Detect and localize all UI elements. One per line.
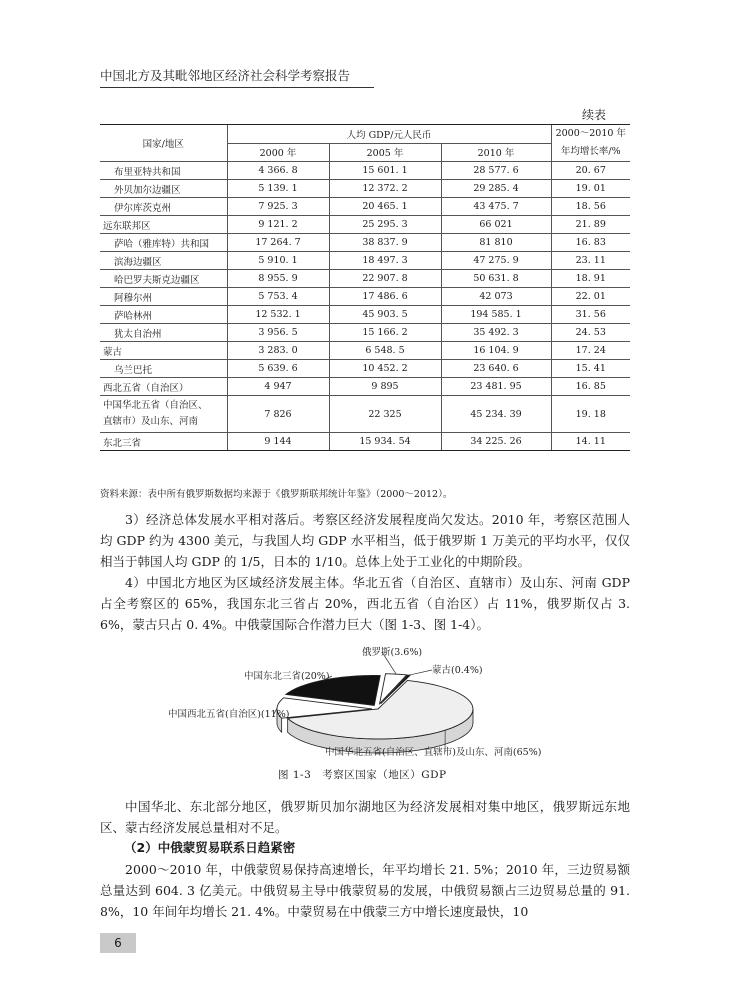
header-growth: [551, 125, 630, 162]
region-name-cell: 外贝加尔边疆区: [100, 180, 227, 198]
value-cell-v2010: 47 275. 9: [441, 252, 551, 270]
paragraph-2: 4）中国北方地区为区域经济发展主体。华北五省（自治区、直辖市）及山东、河南 GDP 占全考察区的 65%，我国东北三省占 20%，西北五省（自治区）占 11%，俄罗斯仅占 3. 6%，蒙古只占 0. 4%。中俄蒙国际合作潜力巨大（图 1-3、图 1-4）。: [100, 575, 630, 632]
value-cell-growth: 17. 24: [551, 342, 630, 360]
pie-slice-label: 蒙古(0.4%): [432, 665, 483, 676]
section-subheading: （2）中俄蒙贸易联系日趋紧密: [124, 840, 296, 855]
pie-slice-label: 中国东北三省(20%): [244, 671, 330, 682]
region-name-cell: 滨海边疆区: [100, 252, 227, 270]
value-cell-v2005: 15 601. 1: [329, 162, 441, 180]
table-source-note: 资料来源：表中所有俄罗斯数据均来源于《俄罗斯联邦统计年鉴》（2000～2012）。: [100, 489, 453, 500]
value-cell-v2000: 17 264. 7: [227, 234, 329, 252]
pie-slice-label: 俄罗斯(3.6%): [362, 647, 423, 658]
region-name-cell: [100, 396, 227, 433]
table-row: [100, 396, 630, 433]
value-cell-v2005: 6 548. 5: [329, 342, 441, 360]
region-name-cell: 乌兰巴托: [100, 360, 227, 378]
table-row: [100, 216, 630, 234]
header-growth-line2: 年均增长率/%: [560, 146, 621, 157]
value-cell-v2005: 15 934. 54: [329, 433, 441, 451]
value-cell-v2005: 20 465. 1: [329, 198, 441, 216]
value-cell-growth: 18. 91: [551, 270, 630, 288]
region-name-cell: 蒙古: [100, 342, 227, 360]
value-cell-v2010: 34 225. 26: [441, 433, 551, 451]
table-row: [100, 180, 630, 198]
region-name-cell: 远东联邦区: [100, 216, 227, 234]
value-cell-growth: 20. 67: [551, 162, 630, 180]
value-cell-growth: 23. 11: [551, 252, 630, 270]
gdp-pie-chart: [160, 643, 580, 768]
value-cell-v2010: 23 481. 95: [441, 378, 551, 396]
value-cell-v2005: 22 325: [329, 396, 441, 433]
table-row: [100, 270, 630, 288]
value-cell-growth: 16. 85: [551, 378, 630, 396]
value-cell-growth: 24. 53: [551, 324, 630, 342]
table-row: [100, 378, 630, 396]
region-name-cell: 犹太自治州: [100, 324, 227, 342]
region-name-cell: 阿穆尔州: [100, 288, 227, 306]
pie-leader-line: [409, 670, 432, 675]
table-row: [100, 288, 630, 306]
running-header: 中国北方及其毗邻地区经济社会科学考察报告: [100, 68, 351, 83]
region-name-cell: 萨哈林州: [100, 306, 227, 324]
value-cell-v2000: 5 910. 1: [227, 252, 329, 270]
value-cell-v2000: 8 955. 9: [227, 270, 329, 288]
table-row: [100, 360, 630, 378]
paragraph-3: 中国华北、东北部分地区，俄罗斯贝加尔湖地区为经济发展相对集中地区，俄罗斯远东地区、蒙古经济发展总量相对不足。: [100, 799, 630, 835]
value-cell-growth: 19. 01: [551, 180, 630, 198]
value-cell-v2010: 194 585. 1: [441, 306, 551, 324]
value-cell-v2010: 66 021: [441, 216, 551, 234]
header-year-2005: 2005 年: [329, 143, 441, 162]
value-cell-growth: 15. 41: [551, 360, 630, 378]
value-cell-v2010: 29 285. 4: [441, 180, 551, 198]
value-cell-v2000: 5 753. 4: [227, 288, 329, 306]
value-cell-v2000: 4 947: [227, 378, 329, 396]
pie-slice-label: 中国西北五省(自治区)(11%): [168, 709, 290, 720]
table-row: [100, 433, 630, 451]
value-cell-v2005: 45 903. 5: [329, 306, 441, 324]
value-cell-v2000: 4 366. 8: [227, 162, 329, 180]
value-cell-v2000: 9 121. 2: [227, 216, 329, 234]
paragraph-1: 3）经济总体发展水平相对落后。考察区经济发展程度尚欠发达。2010 年，考察区范围人均 GDP 约为 4300 美元，与我国人均 GDP 水平相当，低于俄罗斯 1 万美元的平均水平，仅仅相当于韩国人均 GDP 的 1/5，日本的 1/10。总体上处于工业化的中期阶段。: [100, 512, 630, 569]
header-region: 国家/地区: [100, 125, 227, 162]
value-cell-v2010: 16 104. 9: [441, 342, 551, 360]
table-row: [100, 198, 630, 216]
value-cell-v2005: 10 452. 2: [329, 360, 441, 378]
value-cell-v2005: 17 486. 6: [329, 288, 441, 306]
value-cell-v2010: 23 640. 6: [441, 360, 551, 378]
value-cell-v2010: 50 631. 8: [441, 270, 551, 288]
value-cell-v2000: 5 639. 6: [227, 360, 329, 378]
table-row: [100, 342, 630, 360]
value-cell-v2010: 42 073: [441, 288, 551, 306]
value-cell-v2010: 35 492. 3: [441, 324, 551, 342]
region-name-line1: 中国华北五省（自治区、: [103, 400, 208, 411]
value-cell-v2000: 5 139. 1: [227, 180, 329, 198]
region-name-cell: 哈巴罗夫斯克边疆区: [100, 270, 227, 288]
value-cell-growth: 21. 89: [551, 216, 630, 234]
value-cell-v2005: 38 837. 9: [329, 234, 441, 252]
value-cell-v2010: 45 234. 39: [441, 396, 551, 433]
value-cell-v2005: 18 497. 3: [329, 252, 441, 270]
value-cell-growth: 22. 01: [551, 288, 630, 306]
region-name-cell: 东北三省: [100, 433, 227, 451]
pie-svg: [160, 643, 580, 768]
header-year-2010: 2010 年: [441, 143, 551, 162]
value-cell-v2005: 25 295. 3: [329, 216, 441, 234]
continued-label: 续表: [582, 108, 607, 122]
value-cell-v2005: 12 372. 2: [329, 180, 441, 198]
region-name-cell: 西北五省（自治区）: [100, 378, 227, 396]
figure-caption: 图 1-3 考察区国家（地区）GDP: [278, 769, 447, 781]
value-cell-v2000: 7 826: [227, 396, 329, 433]
value-cell-v2000: 9 144: [227, 433, 329, 451]
table-row: [100, 234, 630, 252]
value-cell-growth: 18. 56: [551, 198, 630, 216]
table-row: [100, 324, 630, 342]
value-cell-v2000: 12 532. 1: [227, 306, 329, 324]
header-year-2000: 2000 年: [227, 143, 329, 162]
page-number: 6: [100, 933, 136, 953]
pie-slice-label: 中国华北五省(自治区、直辖市)及山东、河南(65%): [325, 747, 542, 758]
table-row: [100, 306, 630, 324]
header-growth-line1: 2000～2010 年: [555, 128, 626, 139]
value-cell-v2010: 81 810: [441, 234, 551, 252]
gdp-table: [100, 124, 630, 451]
value-cell-v2005: 9 895: [329, 378, 441, 396]
value-cell-v2000: 7 925. 3: [227, 198, 329, 216]
header-rule: [100, 87, 374, 88]
value-cell-growth: 31. 56: [551, 306, 630, 324]
value-cell-growth: 14. 11: [551, 433, 630, 451]
value-cell-v2005: 22 907. 8: [329, 270, 441, 288]
value-cell-v2000: 3 283. 0: [227, 342, 329, 360]
paragraph-4: 2000～2010 年，中俄蒙贸易保持高速增长，年平均增长 21. 5%；2010 年，三边贸易额总量达到 604. 3 亿美元。中俄贸易主导中俄蒙贸易的发展，中俄贸易额占三边贸易总量的 91. 8%，10 年间年均增长 21. 4%。中蒙贸易在中俄蒙三方中增长速度最快，10: [100, 862, 630, 919]
value-cell-v2010: 28 577. 6: [441, 162, 551, 180]
region-name-line2: 直辖市）及山东、河南: [103, 416, 199, 427]
value-cell-growth: 16. 83: [551, 234, 630, 252]
value-cell-v2000: 3 956. 5: [227, 324, 329, 342]
region-name-cell: 布里亚特共和国: [100, 162, 227, 180]
table-row: [100, 162, 630, 180]
header-gdp-group: 人均 GDP/元人民币: [227, 125, 551, 144]
value-cell-v2010: 43 475. 7: [441, 198, 551, 216]
table-header-row: [100, 125, 630, 144]
table-row: [100, 252, 630, 270]
value-cell-growth: 19. 18: [551, 396, 630, 433]
region-name-cell: 伊尔库茨克州: [100, 198, 227, 216]
value-cell-v2005: 15 166. 2: [329, 324, 441, 342]
region-name-cell: 萨哈（雅库特）共和国: [100, 234, 227, 252]
